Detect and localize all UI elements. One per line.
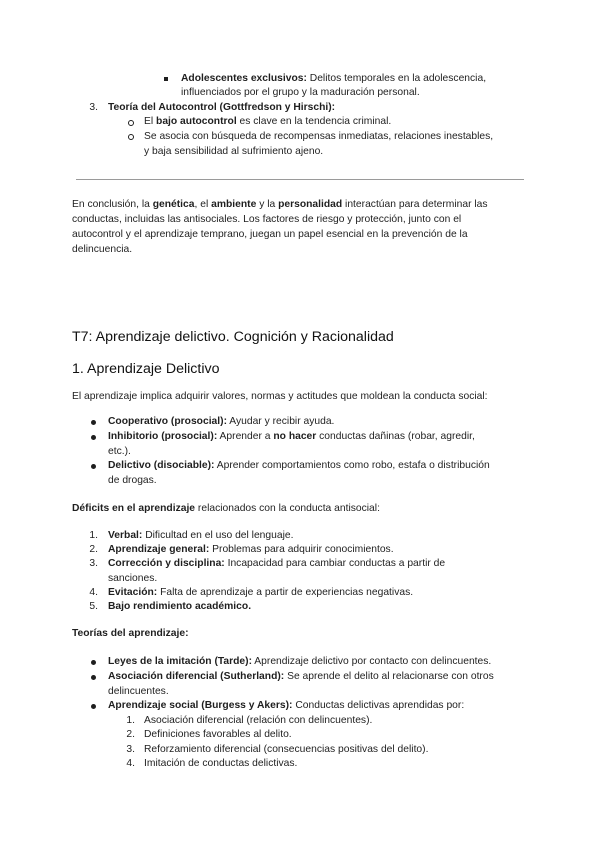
sub-list-item: Se asocia con búsqueda de recompensas inmediatas, relaciones inestables, xyxy=(144,131,494,142)
circle-bullet-icon xyxy=(128,134,134,140)
list-item: Verbal: Dificultad en el uso del lenguaje. xyxy=(108,530,294,541)
list-number: 2. xyxy=(89,544,98,555)
list-item-continuation: influenciados por el grupo y la maduración personal. xyxy=(181,87,420,98)
bullet-icon xyxy=(91,660,96,665)
bullet-icon xyxy=(91,464,96,469)
conclusion-line: conductas, incluidas las antisociales. Los factores de riesgo y protección, junto con el xyxy=(72,214,462,225)
section-title: T7: Aprendizaje delictivo. Cognición y Racionalidad xyxy=(72,329,394,345)
sub-list-item: Imitación de conductas delictivas. xyxy=(144,758,298,769)
sub-list-item: Asociación diferencial (relación con delincuentes). xyxy=(144,715,373,726)
list-number: 1. xyxy=(89,530,98,541)
list-item: Corrección y disciplina: Incapacidad para cambiar conductas a partir de xyxy=(108,558,446,569)
horizontal-divider xyxy=(76,179,524,180)
bullet-icon xyxy=(91,435,96,440)
sub-list-item-continuation: y baja sensibilidad al sufrimiento ajeno. xyxy=(144,146,324,157)
sub-list-item: Definiciones favorables al delito. xyxy=(144,729,292,740)
list-item: Cooperativo (prosocial): Ayudar y recibir ayuda. xyxy=(108,416,335,427)
conclusion-paragraph: En conclusión, la genética, el ambiente y la personalidad interactúan para determinar las xyxy=(72,199,488,210)
bullet-icon xyxy=(91,675,96,680)
list-item-continuation: delincuentes. xyxy=(108,686,169,697)
list-number: 3. xyxy=(89,558,98,569)
conclusion-line: delincuencia. xyxy=(72,244,133,255)
bullet-icon xyxy=(91,704,96,709)
list-item-continuation: etc.). xyxy=(108,446,131,457)
list-item: Inhibitorio (prosocial): Aprender a no hacer conductas dañinas (robar, agredir, xyxy=(108,431,475,442)
list-number: 1. xyxy=(126,715,135,726)
list-number: 4. xyxy=(126,758,135,769)
list-item-continuation: sanciones. xyxy=(108,573,158,584)
list-item: Aprendizaje general: Problemas para adquirir conocimientos. xyxy=(108,544,394,555)
list-item: Teoría del Autocontrol (Gottfredson y Hirschi): xyxy=(108,102,336,113)
square-bullet-icon xyxy=(164,77,168,81)
list-number: 3. xyxy=(89,102,98,113)
intro-paragraph: El aprendizaje implica adquirir valores, normas y actitudes que moldean la conducta social: xyxy=(72,391,488,402)
deficits-heading: Déficits en el aprendizaje relacionados con la conducta antisocial: xyxy=(72,503,380,514)
subsection-title: 1. Aprendizaje Delictivo xyxy=(72,361,220,377)
list-item: Adolescentes exclusivos: Delitos temporales en la adolescencia, xyxy=(181,73,487,84)
list-number: 5. xyxy=(89,601,98,612)
list-item: Asociación diferencial (Sutherland): Se aprende el delito al relacionarse con otros xyxy=(108,671,494,682)
list-number: 3. xyxy=(126,744,135,755)
list-item: Aprendizaje social (Burgess y Akers): Conductas delictivas aprendidas por: xyxy=(108,700,465,711)
bullet-icon xyxy=(91,420,96,425)
list-item: Evitación: Falta de aprendizaje a partir de experiencias negativas. xyxy=(108,587,414,598)
sub-list-item: El bajo autocontrol es clave en la tendencia criminal. xyxy=(144,116,392,127)
sub-list-item: Reforzamiento diferencial (consecuencias positivas del delito). xyxy=(144,744,429,755)
list-item: Bajo rendimiento académico. xyxy=(108,601,252,612)
theories-heading: Teorías del aprendizaje: xyxy=(72,628,189,639)
list-number: 4. xyxy=(89,587,98,598)
list-number: 2. xyxy=(126,729,135,740)
list-item: Delictivo (disociable): Aprender comportamientos como robo, estafa o distribución xyxy=(108,460,490,471)
list-item: Leyes de la imitación (Tarde): Aprendizaje delictivo por contacto con delincuentes. xyxy=(108,656,492,667)
list-item-continuation: de drogas. xyxy=(108,475,157,486)
conclusion-line: autocontrol y el aprendizaje temprano, juegan un papel esencial en la prevención de la xyxy=(72,229,468,240)
circle-bullet-icon xyxy=(128,120,134,126)
